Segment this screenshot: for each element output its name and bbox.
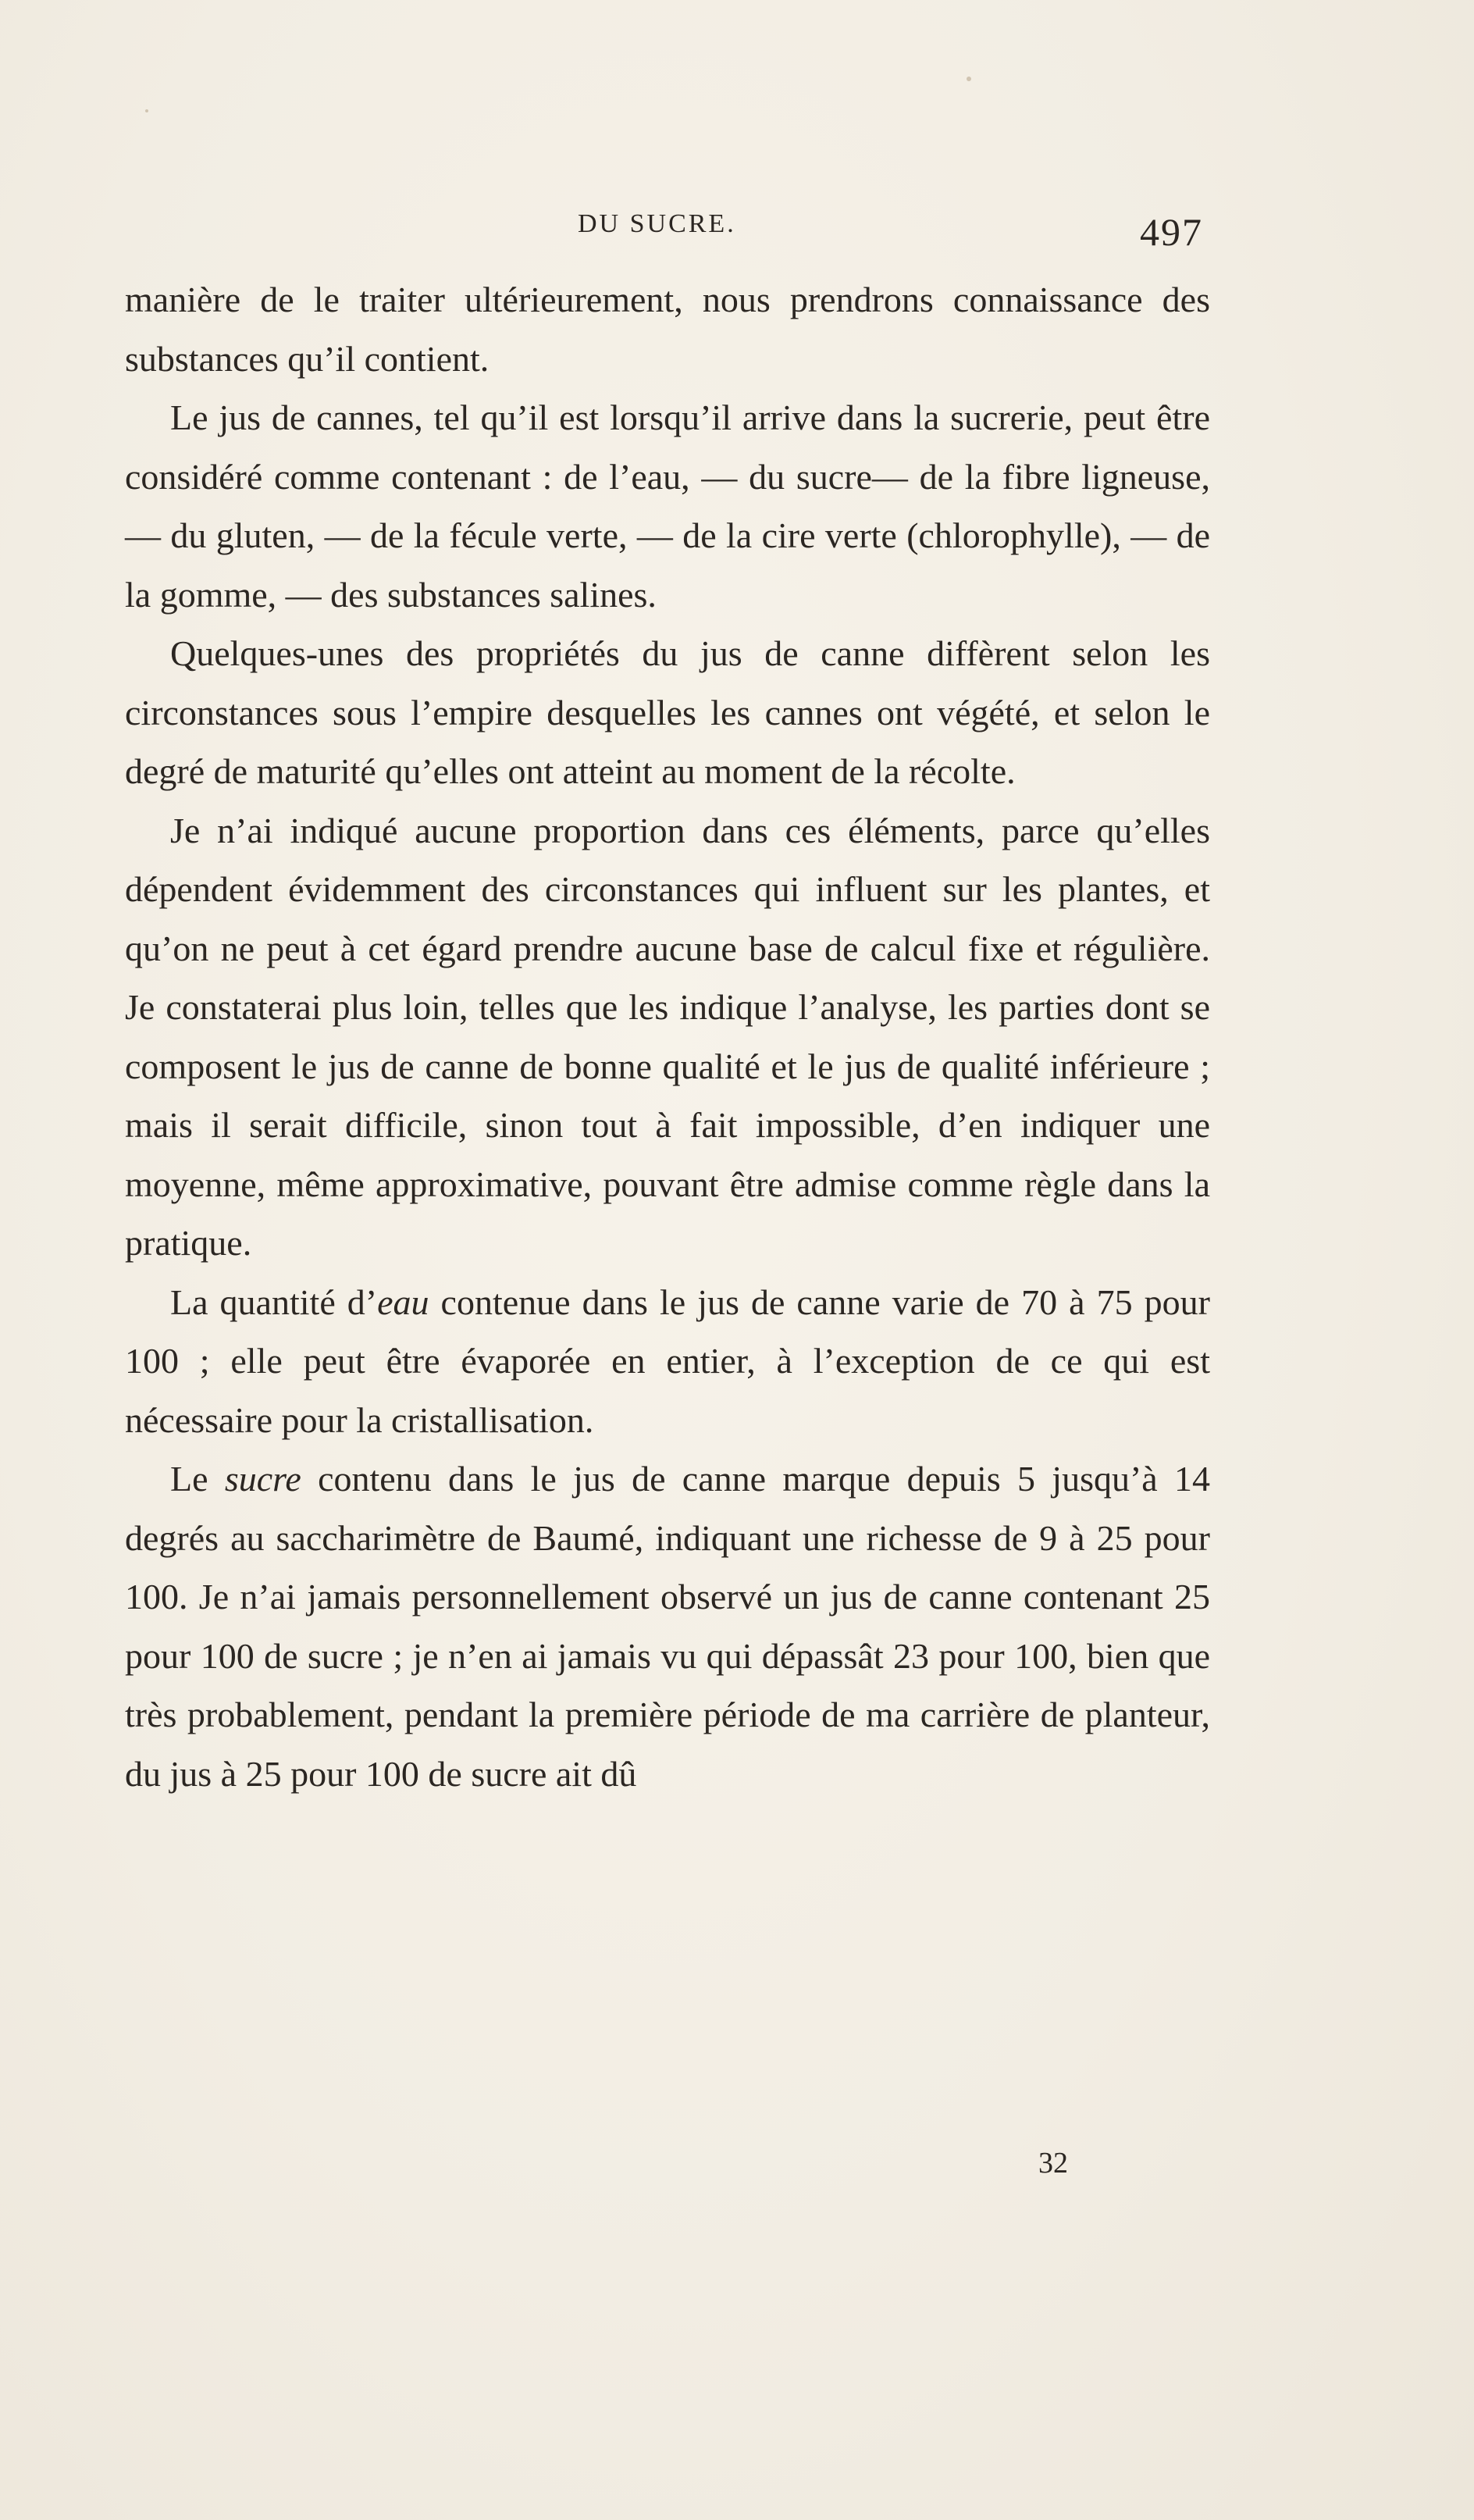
paper-speck [145,109,148,112]
text-run: Le [170,1459,225,1499]
paragraph: manière de le traiter ultérieurement, nous prendrons connaissance des substances qu’il contient. [125,280,1210,379]
body-text [125,270,1210,1803]
page-number: 497 [1140,210,1203,254]
text-run: contenue dans le jus de canne varie de 70 à 75 pour 100 ; elle peut être évaporée en entier, à l’exception de ce qui est nécessaire pour la cristallisation. [125,1281,1210,1440]
paper-speck [967,77,971,81]
text-run: La quantité d’ [170,1281,378,1322]
signature-mark: 32 [1038,2147,1068,2180]
running-head: DU SUCRE. [578,209,736,238]
emphasis: sucre [224,1459,301,1499]
paragraph [125,1273,1210,1450]
paragraph: Le jus de cannes, tel qu’il est lorsqu’il arrive dans la sucrerie, peut être considéré comme contenant : de l’eau, — du sucre— de la fibre ligneuse, — du gluten, — de la fécule verte, — de la cire verte (chlorophylle), — de la gomme, — des substances salines. [125,397,1210,615]
emphasis: eau [377,1281,429,1322]
paragraph: Quelques-unes des propriétés du jus de canne diffèrent selon les circonstances sous l’empire desquelles les cannes ont végété, et selon le degré de maturité qu’elles ont atteint au moment de la récolte. [125,633,1210,791]
text-run: contenu dans le jus de canne marque depuis 5 jusqu’à 14 degrés au saccharimètre de Baumé, indiquant une richesse de 9 à 25 pour 100. Je n’ai jamais personnellement observé un jus de canne contenant 25 pour 100 de sucre ; je n’en ai jamais vu qui dépassât 23 pour 100, bien que très probablement, pendant la première période de ma carrière de planteur, du jus à 25 pour 100 de sucre ait dû [125,1459,1211,1794]
paragraph: Je n’ai indiqué aucune proportion dans ces éléments, parce qu’elles dépendent évidemment des circonstances qui influent sur les plantes, et qu’on ne peut à cet égard prendre aucune base de calcul fixe et régulière. Je constaterai plus loin, telles que les indique l’analyse, les parties dont se composent le jus de canne de bonne qualité et le jus de qualité inférieure ; mais il serait difficile, sinon tout à fait impossible, d’en indiquer une moyenne, même approximative, pouvant être admise comme règle dans la pratique. [125,810,1210,1263]
paragraph [125,1449,1210,1803]
